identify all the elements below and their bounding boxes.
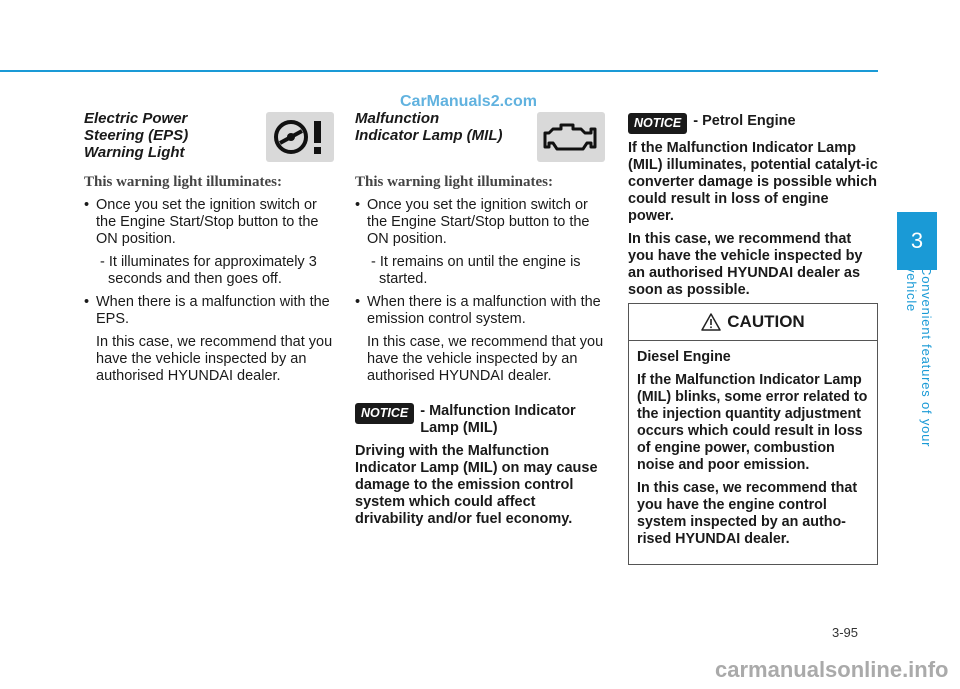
mil-bullet-1-sub: - It remains on until the engine is started. — [371, 254, 581, 287]
caution-box — [628, 303, 878, 565]
eps-bullet-2-para: In this case, we recommend that you have the vehicle inspected by an authorised HYUNDAI dealer. — [96, 334, 333, 384]
mil-notice-title: - Malfunction Indicator Lamp (MIL) — [420, 403, 576, 436]
eps-bullet-1-sub: - It illuminates for approximately 3 seconds and then goes off. — [100, 254, 317, 287]
watermark-bottom: carmanualsonline.info — [715, 657, 949, 682]
mil-subhead: This warning light illuminates: — [355, 174, 553, 190]
notice-badge: NOTICE — [628, 113, 687, 134]
caution-text-1: If the Malfunction Indicator Lamp (MIL) blinks, some error related to the injection quantity adjustment occurs which could result in loss of engine power, combustion noise and poor emission. — [637, 372, 868, 473]
mil-section — [355, 110, 605, 528]
page-number: 3-95 — [832, 625, 859, 640]
mil-bullet-2-para: In this case, we recommend that you have the vehicle inspected by an authorised HYUNDAI dealer. — [367, 334, 604, 384]
petrol-text-2: In this case, we recommend that you have the vehicle inspected by an authorised HYUNDAI dealer as soon as possible. — [628, 231, 863, 298]
warning-triangle-icon — [701, 313, 721, 331]
petrol-section — [628, 113, 878, 299]
mil-bullet-1: • Once you set the ignition switch or the Engine Start/Stop button to the ON position. — [355, 197, 605, 248]
mil-title: Malfunction Indicator Lamp (MIL) — [355, 110, 503, 144]
caution-subtitle: Diesel Engine — [637, 349, 731, 365]
mil-notice-text: Driving with the Malfunction Indicator Lamp (MIL) on may cause damage to the emission control system which could affect drivability and/or fuel economy. — [355, 443, 598, 527]
header-rule — [0, 70, 878, 72]
eps-bullet-1: • Once you set the ignition switch or the Engine Start/Stop button to the ON position. — [84, 197, 334, 248]
eps-title: Electric Power Steering (EPS) Warning Light — [84, 110, 189, 161]
watermark-top: CarManuals2.com — [400, 93, 537, 110]
caution-title: CAUTION — [727, 312, 805, 331]
steering-warning-icon — [266, 112, 334, 162]
eps-bullet-2: • When there is a malfunction with the EPS. — [84, 294, 334, 328]
notice-badge: NOTICE — [355, 403, 414, 424]
eps-section — [84, 110, 334, 385]
mil-bullet-2: • When there is a malfunction with the emission control system. — [355, 294, 605, 328]
engine-check-icon — [537, 112, 605, 162]
petrol-text-1: If the Malfunction Indicator Lamp (MIL) illuminates, potential catalyt-ic converter damage is possible which could result in loss of engine power. — [628, 140, 878, 224]
caution-header — [629, 304, 877, 341]
mil-notice — [355, 403, 605, 437]
petrol-notice-title: - Petrol Engine — [693, 113, 796, 129]
chapter-label-wrap — [904, 266, 934, 496]
caution-text-2: In this case, we recommend that you have the engine control system inspected by an autho-rised HYUNDAI dealer. — [637, 480, 858, 547]
eps-subhead: This warning light illuminates: — [84, 174, 282, 190]
chapter-tab: 3 — [897, 212, 937, 270]
chapter-label: Convenient features of your vehicle — [904, 266, 934, 448]
